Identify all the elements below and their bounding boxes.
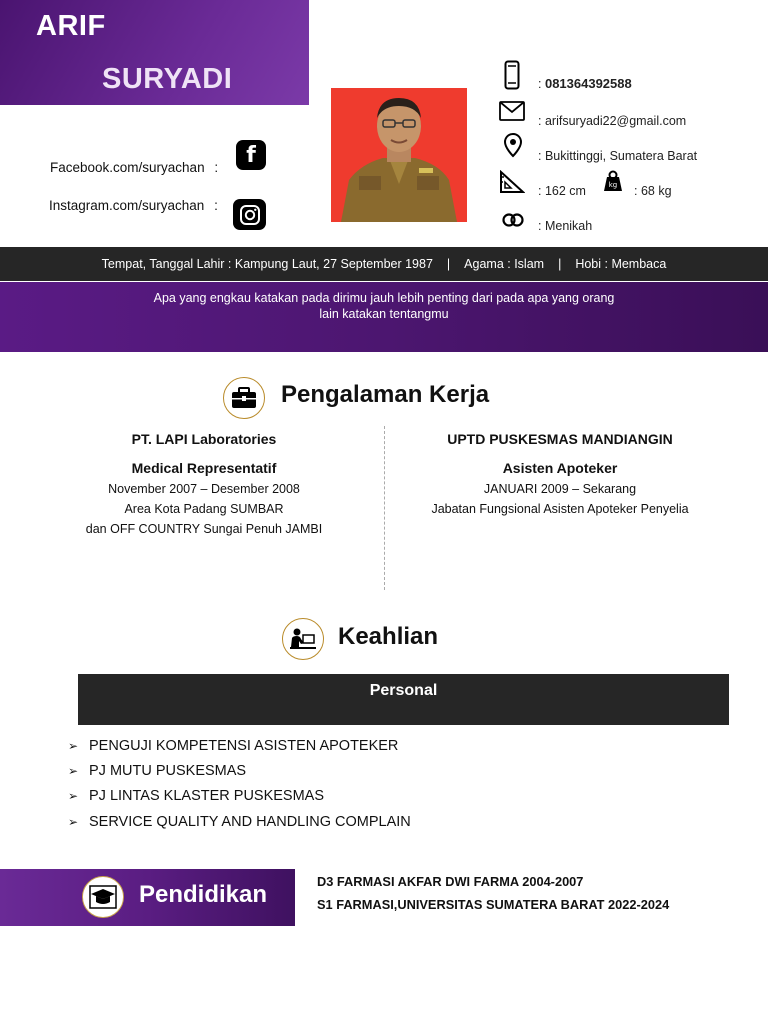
- phone-prefix: :: [538, 77, 542, 91]
- height-value: 162 cm: [544, 184, 586, 198]
- religion-info: Agama : Islam: [464, 257, 545, 271]
- personal-info-bar: [0, 247, 768, 281]
- job-detail: November 2007 – Desember 2008: [108, 482, 300, 496]
- skill-text: PJ LINTAS KLASTER PUSKESMAS: [89, 788, 325, 805]
- address-text: Bukittinggi, Sumatera Barat: [544, 149, 698, 163]
- height-row: [538, 184, 586, 198]
- last-name: SURYADI: [102, 63, 233, 95]
- weight-value: 68 kg: [640, 184, 672, 198]
- job-detail: Jabatan Fungsional Asisten Apoteker Penyelia: [431, 502, 689, 516]
- job-role: Asisten Apoteker: [502, 460, 618, 476]
- experience-divider: [384, 426, 385, 590]
- facebook-link[interactable]: [50, 160, 218, 175]
- skill-text: PJ MUTU PUSKESMAS: [89, 762, 247, 779]
- skills-list: [68, 733, 411, 834]
- address-prefix: :: [538, 149, 542, 163]
- instagram-icon[interactable]: [233, 199, 266, 230]
- phone-number: 081364392588: [544, 76, 632, 91]
- job-company: UPTD PUSKESMAS MANDIANGIN: [447, 431, 673, 447]
- education-item: S1 FARMASI,UNIVERSITAS SUMATERA BARAT 2022-2024: [317, 897, 670, 912]
- skill-text: PENGUJI KOMPETENSI ASISTEN APOTEKER: [89, 737, 399, 754]
- weight-icon: [600, 168, 626, 194]
- skill-text: SERVICE QUALITY AND HANDLING COMPLAIN: [89, 813, 411, 830]
- first-name: ARIF: [36, 10, 106, 42]
- status-value: Menikah: [544, 219, 593, 233]
- ruler-icon: [499, 169, 525, 195]
- list-item: [68, 809, 411, 834]
- status-prefix: :: [538, 219, 542, 233]
- experience-title: Pengalaman Kerja: [281, 381, 490, 408]
- skills-category: Personal: [369, 682, 438, 699]
- address-row: [538, 149, 697, 163]
- envelope-icon: [499, 98, 525, 124]
- briefcase-icon: [223, 377, 265, 419]
- email-prefix: :: [538, 114, 542, 128]
- quote-line-1: Apa yang engkau katakan pada dirimu jauh lebih penting dari pada apa yang orang: [153, 291, 615, 305]
- job-detail: dan OFF COUNTRY Sungai Penuh JAMBI: [85, 522, 323, 536]
- list-item: [68, 784, 411, 809]
- education-title: Pendidikan: [139, 881, 268, 908]
- hobby-info: Hobi : Membaca: [575, 257, 667, 271]
- info-separator: |: [446, 257, 451, 271]
- quote-line-2: lain katakan tentangmu: [319, 306, 449, 321]
- map-pin-icon: [500, 132, 526, 158]
- job-company: PT. LAPI Laboratories: [131, 431, 277, 447]
- job-detail: JANUARI 2009 – Sekarang: [483, 482, 637, 496]
- instagram-separator: :: [214, 198, 218, 213]
- education-item: D3 FARMASI AKFAR DWI FARMA 2004-2007: [317, 874, 584, 889]
- skills-title: Keahlian: [338, 623, 439, 650]
- weight-row: [634, 184, 672, 198]
- birth-info: Tempat, Tanggal Lahir : Kampung Laut, 27 September 1987: [101, 257, 433, 271]
- job-role: Medical Representatif: [131, 460, 277, 476]
- bullet-arrow-icon: ➢: [68, 814, 79, 829]
- job-detail: Area Kota Padang SUMBAR: [124, 502, 284, 516]
- instagram-link[interactable]: [49, 198, 218, 213]
- status-row: [538, 219, 592, 233]
- height-prefix: :: [538, 184, 542, 198]
- phone-row: [538, 76, 632, 91]
- facebook-icon[interactable]: f: [236, 140, 266, 170]
- job-entry-1: [44, 431, 364, 536]
- facebook-label: Facebook.com/suryachan: [50, 160, 205, 175]
- profile-photo: [331, 88, 467, 222]
- bullet-arrow-icon: ➢: [68, 789, 79, 804]
- graduation-cap-icon: [82, 876, 124, 918]
- person-laptop-icon: [282, 618, 324, 660]
- list-item: [68, 758, 411, 783]
- list-item: [68, 733, 411, 758]
- instagram-label: Instagram.com/suryachan: [49, 198, 205, 213]
- svg-text:kg: kg: [608, 181, 618, 189]
- facebook-separator: :: [214, 160, 219, 175]
- weight-prefix: :: [634, 184, 638, 198]
- quote-banner: [0, 282, 768, 352]
- email-address: arifsuryadi22@gmail.com: [544, 114, 687, 128]
- bullet-arrow-icon: ➢: [68, 763, 79, 778]
- email-row: [538, 114, 686, 128]
- info-separator: |: [558, 257, 562, 271]
- job-entry-2: [400, 431, 720, 516]
- skills-category-bar: [78, 674, 729, 725]
- phone-icon: [499, 60, 525, 90]
- bullet-arrow-icon: ➢: [68, 738, 79, 753]
- rings-icon: [500, 207, 526, 233]
